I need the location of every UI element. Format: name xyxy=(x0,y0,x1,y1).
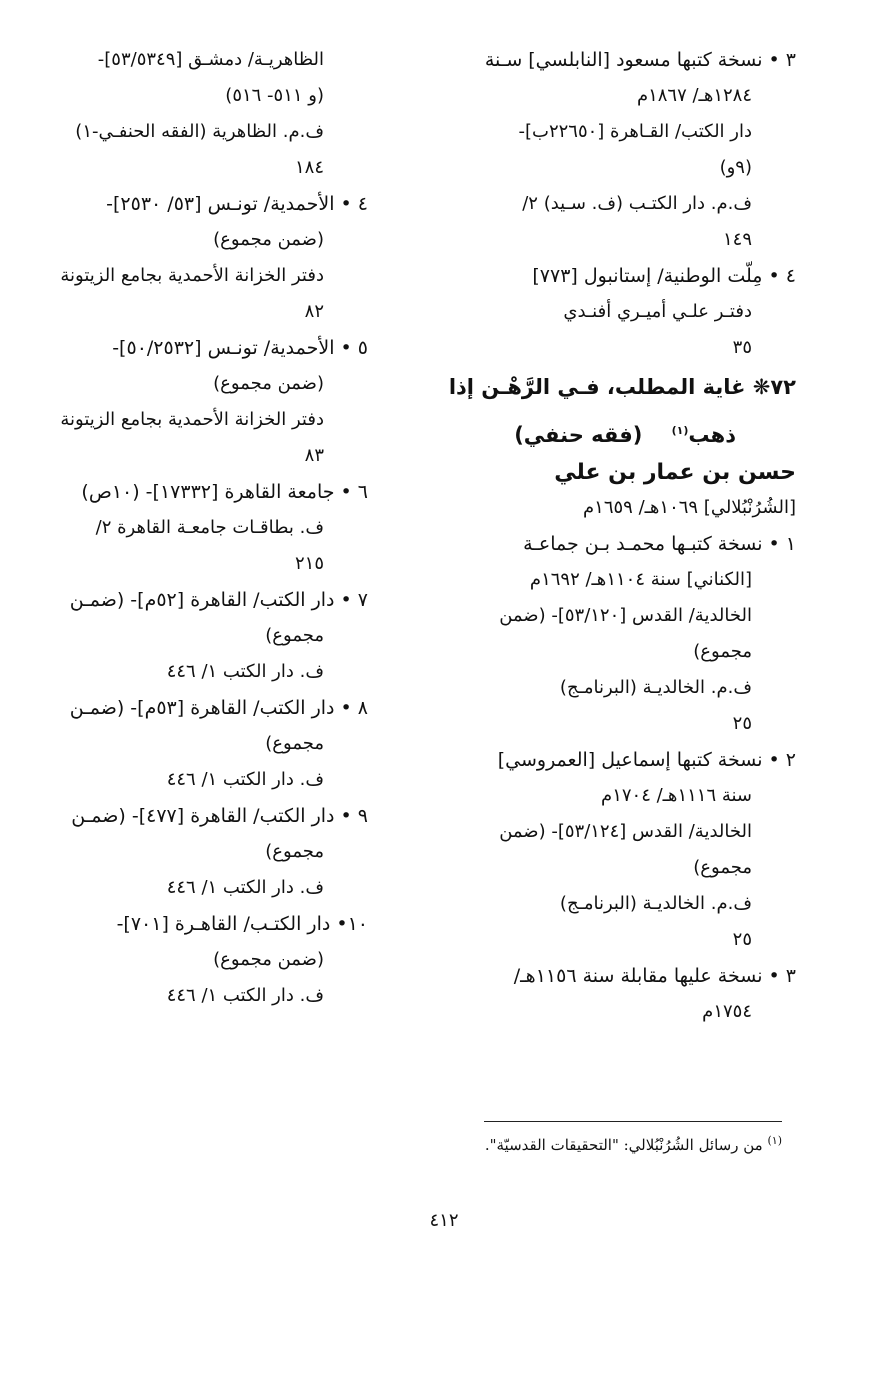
entry-detail-line: (ضمن مجموع) xyxy=(213,229,324,250)
entry-detail-line: دفتر الخزانة الأحمدية بجامع الزيتونة xyxy=(60,265,324,286)
entry-detail-line: (٩و) xyxy=(719,157,752,178)
author-dates: [الشُرُنْبُلالي] ١٠٦٩هـ/ ١٦٥٩م xyxy=(583,497,796,518)
page-number: ٤١٢ xyxy=(429,1210,459,1231)
manuscript-entry-line: ٤ • الأحمدية/ تونـس [٥٣/ ٢٥٣٠]- xyxy=(106,193,368,215)
entry-detail-line: (ضمن مجموع) xyxy=(213,949,324,970)
entry-title-line-2 xyxy=(436,416,796,460)
right-column xyxy=(436,48,796,1036)
entry-detail-line: ٨٣ xyxy=(304,445,324,466)
entry-title-word: ذهب xyxy=(688,423,736,447)
entry-detail-line: ٢٥ xyxy=(732,929,752,950)
entry-detail-line: ١٢٨٤هـ/ ١٨٦٧م xyxy=(636,85,752,106)
entry-detail-line: الخالدية/ القدس [٥٣/١٢٠]- (ضمن xyxy=(499,605,752,626)
left-column-lines xyxy=(46,48,368,1020)
footnote-text: من رسائل الشُرُنْبُلالي: "التحقيقات القدسيّة". xyxy=(484,1136,763,1154)
entry-detail-line: مجموع) xyxy=(265,625,324,646)
manuscript-entry-line: ٧ • دار الكتب/ القاهرة [٥٢م]- (ضمـن xyxy=(69,589,368,611)
entry-detail-line: ف. بطاقـات جامعـة القاهرة ٢/ xyxy=(95,517,324,538)
manuscript-entry-line: ٨ • دار الكتب/ القاهرة [٥٣م]- (ضمـن xyxy=(69,697,368,719)
entry-detail-line: [الكناني] سنة ١١٠٤هـ/ ١٦٩٢م xyxy=(529,569,752,590)
manuscript-entry-line: ٣ • نسخة كتبها مسعود [النابلسي] سـنة xyxy=(484,49,796,71)
right-column-bottom-lines xyxy=(436,532,796,1036)
entry-category: (فقه حنفي) xyxy=(514,423,643,447)
footnote-marker: (١) xyxy=(767,1134,782,1147)
manuscript-entry-line: ٥ • الأحمدية/ تونـس [٥٠/٢٥٣٢]- xyxy=(112,337,368,359)
footnote-marker: (١) xyxy=(671,424,689,437)
entry-detail-line: ف. دار الكتب ١/ ٤٤٦ xyxy=(166,985,324,1006)
entry-detail-line: دفتر الخزانة الأحمدية بجامع الزيتونة xyxy=(60,409,324,430)
entry-detail-line: ٣٥ xyxy=(732,337,752,358)
entry-detail-line: ٢٥ xyxy=(732,713,752,734)
entry-detail-line: ف.م. الظاهرية (الفقه الحنفـي-١) xyxy=(75,121,324,142)
manuscript-entry-line: ٦ • جامعة القاهرة [١٧٣٣٢]- (١٠ص) xyxy=(81,481,368,503)
entry-detail-line: ف. دار الكتب ١/ ٤٤٦ xyxy=(166,661,324,682)
entry-detail-line: ١٨٤ xyxy=(294,157,324,178)
manuscript-entry-line: ٤ • مِلّت الوطنية/ إستانبول [٧٧٣] xyxy=(532,265,796,287)
footnote xyxy=(485,1134,782,1154)
manuscript-entry-line: ١٠• دار الكتـب/ القاهـرة [٧٠١]- xyxy=(116,913,368,935)
entry-detail-line: (ضمن مجموع) xyxy=(213,373,324,394)
manuscript-entry-line: ٣ • نسخة عليها مقابلة سنة ١١٥٦هـ/ xyxy=(513,965,796,987)
entry-detail-line: دار الكتب/ القـاهرة [٢٢٦٥٠ب]- xyxy=(518,121,752,142)
manuscript-entry-line: ٩ • دار الكتب/ القاهرة [٤٧٧]- (ضمـن xyxy=(71,805,368,827)
entry-detail-line: سنة ١١١٦هـ/ ١٧٠٤م xyxy=(601,785,752,806)
entry-detail-line: ف. دار الكتب ١/ ٤٤٦ xyxy=(166,769,324,790)
manuscript-entry-line: ١ • نسخة كتبـها محمـد بـن جماعـة xyxy=(523,533,796,555)
entry-detail-line: مجموع) xyxy=(693,641,752,662)
entry-detail-line: مجموع) xyxy=(265,733,324,754)
entry-detail-line: (و ٥١١- ٥١٦) xyxy=(225,85,324,106)
entry-detail-line: ٨٢ xyxy=(304,301,324,322)
author-name: حسن بن عمار بن علي xyxy=(554,460,796,485)
entry-detail-line: دفتـر علـي أميـري أفنـدي xyxy=(563,301,752,322)
entry-detail-line: ف. دار الكتب ١/ ٤٤٦ xyxy=(166,877,324,898)
entry-detail-line: ٢١٥ xyxy=(294,553,324,574)
entry-detail-line: مجموع) xyxy=(265,841,324,862)
entry-detail-line: ف.م. دار الكتـب (ف. سـيد) ٢/ xyxy=(522,193,752,214)
entry-detail-line: ١٤٩ xyxy=(722,229,752,250)
entry-detail-line: الظاهريـة/ دمشـق [٥٣/٥٣٤٩]- xyxy=(97,49,324,70)
footnote-divider xyxy=(484,1121,782,1122)
entry-detail-line: ١٧٥٤م xyxy=(702,1001,752,1022)
entry-detail-line: ف.م. الخالديـة (البرنامـج) xyxy=(559,893,752,914)
entry-detail-line: مجموع) xyxy=(693,857,752,878)
left-column xyxy=(46,48,368,1020)
right-column-top-lines xyxy=(436,48,796,372)
manuscript-entry-line: ٢ • نسخة كتبها إسماعيل [العمروسي] xyxy=(497,749,796,771)
entry-detail-line: الخالدية/ القدس [٥٣/١٢٤]- (ضمن xyxy=(499,821,752,842)
entry-detail-line: ف.م. الخالديـة (البرنامـج) xyxy=(559,677,752,698)
entry-title-line-1: ٧٢❋ غاية المطلب، فـي الرَّهْـن إذا xyxy=(448,375,796,399)
